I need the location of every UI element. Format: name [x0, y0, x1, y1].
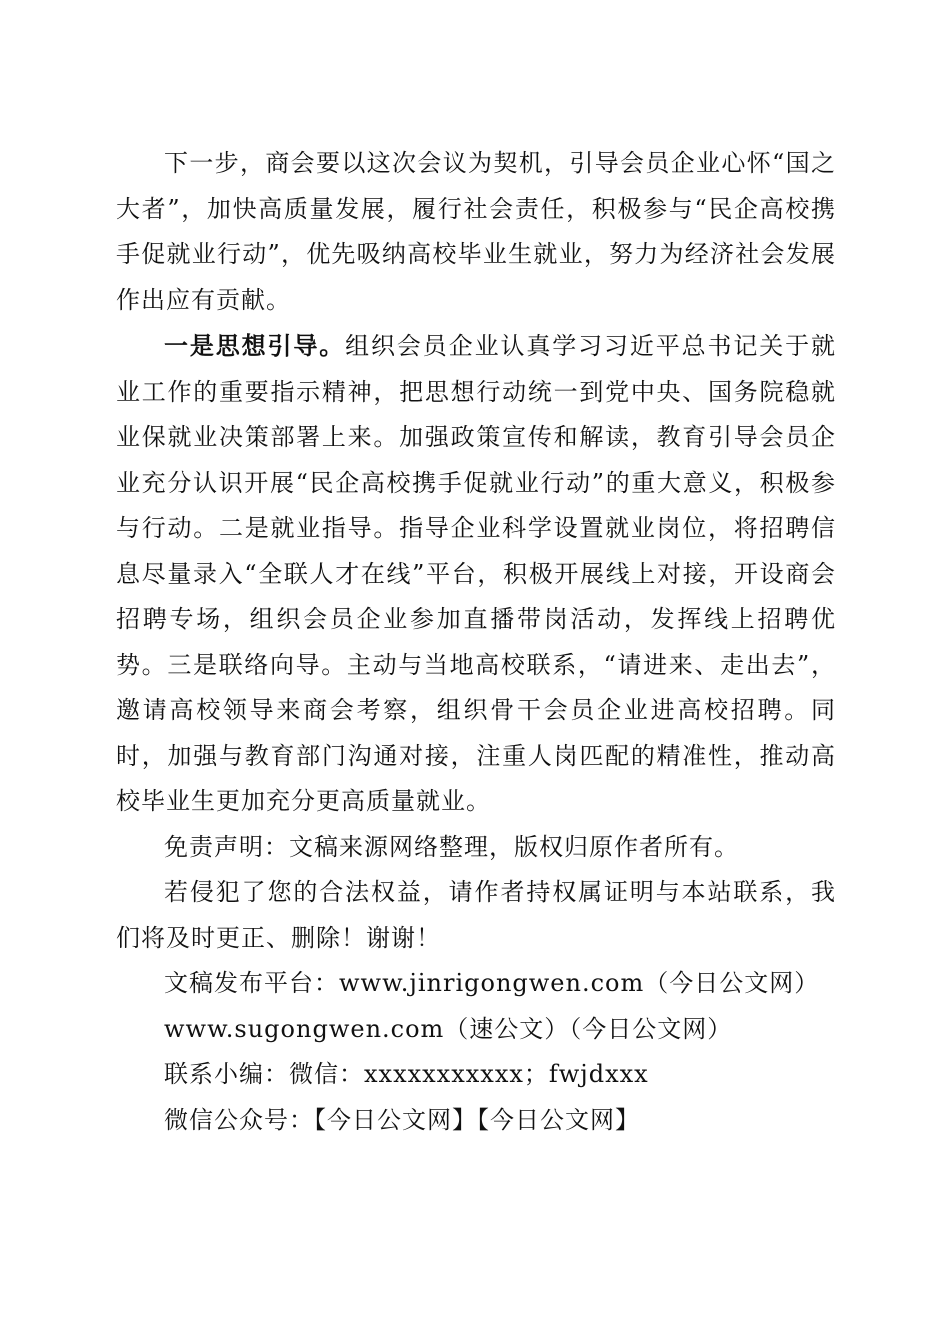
disclaimer-text: 免责声明：文稿来源网络整理，版权归原作者所有。 — [164, 832, 739, 861]
site-line: www.sugongwen.com（速公文）（今日公文网） — [164, 1014, 733, 1043]
paragraph-body: 组织会员企业认真学习习近平总书记关于就业工作的重要指示精神，把思想行动统一到党中央、国务院稳就业保就业决策部署上来。加强政策宣传和解读，教育引导会员企业充分认识开展“民企高校携手促就业行动”的重大意义，积极参与行动。二是就业指导。指导企业科学设置就业岗位，将招聘信息尽量录入“全联人才在线”平台，积极开展线上对接，开设商会招聘专场，组织会员企业参加直播带岗活动，发挥线上招聘优势。三是联络向导。主动与当地高校联系，“请进来、走出去”，邀请高校领导来商会考察，组织骨干会员企业进高校招聘。同时，加强与教育部门沟通对接，注重人岗匹配的精准性，推动高校毕业生更加充分更高质量就业。 — [116, 332, 837, 815]
paragraph-measures — [116, 323, 836, 825]
document-content — [116, 141, 836, 1143]
platform-line: 文稿发布平台：www.jinrigongwen.com（今日公文网） — [164, 969, 820, 997]
contact-line: 联系小编：微信：xxxxxxxxxxx；fwjdxxx — [164, 1060, 649, 1088]
paragraph-lead: 一是思想引导。 — [164, 331, 346, 360]
paragraph-next-steps: 下一步，商会要以这次会议为契机，引导会员企业心怀“国之大者”，加快高质量发展，履行社会责任，积极参与“民企高校携手促就业行动”，优先吸纳高校毕业生就业，努力为经济社会发展作出应有贡献。 — [116, 149, 836, 314]
infringement-notice: 若侵犯了您的合法权益，请作者持权属证明与本站联系，我们将及时更正、删除！谢谢！ — [116, 878, 836, 952]
wechat-line: 微信公众号：【今日公文网】【今日公文网】 — [164, 1105, 640, 1134]
